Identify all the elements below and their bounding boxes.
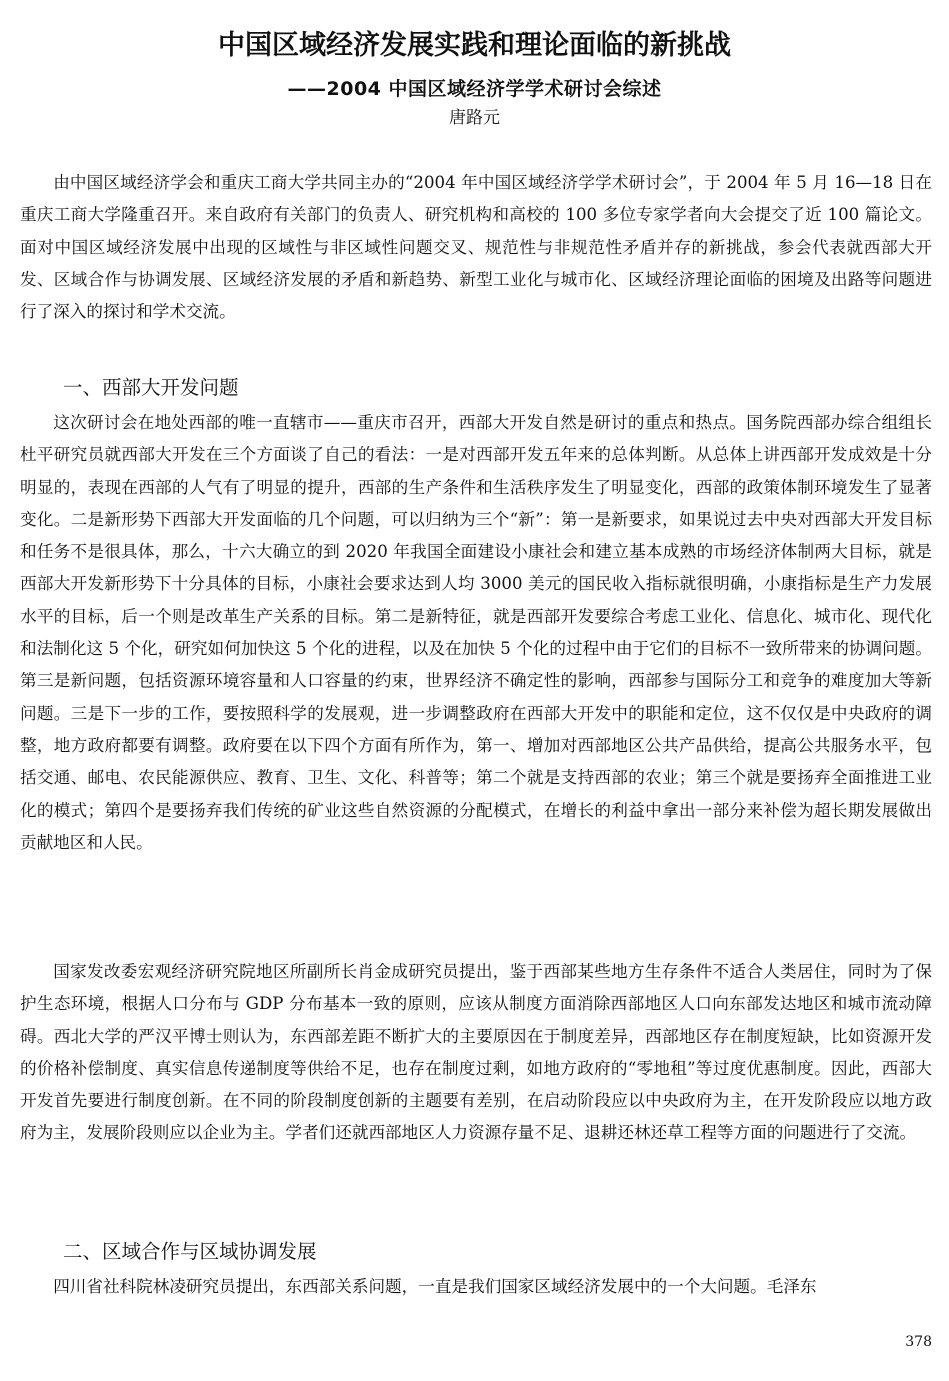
section-1-heading: 一、西部大开发问题 bbox=[63, 376, 239, 399]
intro-paragraph: 由中国区域经济学会和重庆工商大学共同主办的“2004 年中国区域经济学学术研讨会”，于 2004 年 5 月 16—18 日在重庆工商大学隆重召开。来自政府有关部门的负责人、研究机构和高校的 100 多位专家学者向大会提交了近 100 篇论文。面对中国区域经济发展中出现的区域性与非区域性问题交叉、规范性与非规范性矛盾并存的新挑战，参会代表就西部大开发、区域合作与协调发展、区域经济发展的矛盾和新趋势、新型工业化与城市化、区域经济理论面临的困境及出路等问题进行了深入的探讨和学术交流。 bbox=[20, 173, 932, 322]
article-subtitle: ——2004 中国区域经济学学术研讨会综述 bbox=[287, 78, 662, 100]
section-1-paragraph-1: 这次研讨会在地处西部的唯一直辖市——重庆市召开，西部大开发自然是研讨的重点和热点。国务院西部办综合组组长杜平研究员就西部大开发在三个方面谈了自己的看法：一是对西部开发五年来的总体判断。从总体上讲西部开发成效是十分明显的，表现在西部的人气有了明显的提升，西部的生产条件和生活秩序发生了明显变化，西部的政策体制环境发生了显著变化。二是新形势下西部大开发面临的几个问题，可以归纳为三个“新”：第一是新要求，如果说过去中央对西部大开发目标和任务不是很具体，那么，十六大确立的到 2020 年我国全面建设小康社会和建立基本成熟的市场经济体制两大目标，就是西部大开发新形势下十分具体的目标，小康社会要求达到人均 3000 美元的国民收入指标就很明确，小康指标是生产力发展水平的目标，后一个则是改革生产关系的目标。第二是新特征，就是西部开发要综合考虑工业化、信息化、城市化、现代化和法制化这 5 个化，研究如何加快这 5 个化的进程，以及在加快 5 个化的过程中由于它们的目标不一致所带来的协调问题。第三是新问题，包括资源环境容量和人口容量的约束，世界经济不确定性的影响，西部参与国际分工和竞争的难度加大等新问题。三是下一步的工作，要按照科学的发展观，进一步调整政府在西部大开发中的职能和定位，这不仅仅是中央政府的调整，地方政府都要有调整。政府要在以下四个方面有所作为，第一、增加对西部地区公共产品供给，提高公共服务水平，包括交通、邮电、农民能源供应、教育、卫生、文化、科普等；第二个就是支持西部的农业；第三个就是要扬弃全面推进工业化的模式；第四个是要扬弃我们传统的矿业这些自然资源的分配模式，在增长的利益中拿出一部分来补偿为超长期发展做出贡献地区和人民。 bbox=[20, 413, 932, 852]
article-author: 唐路元 bbox=[449, 108, 500, 128]
article-title: 中国区域经济发展实践和理论面临的新挑战 bbox=[218, 30, 731, 61]
section-2-heading: 二、区域合作与区域协调发展 bbox=[63, 1240, 317, 1263]
section-1-paragraph-2: 国家发改委宏观经济研究院地区所副所长肖金成研究员提出，鉴于西部某些地方生存条件不适合人类居住，同时为了保护生态环境，根据人口分布与 GDP 分布基本一致的原则，应该从制度方面消除西部地区人口向东部发达地区和城市流动障碍。西北大学的严汉平博士则认为，东西部差距不断扩大的主要原因在于制度差异，西部地区存在制度短缺，比如资源开发的价格补偿制度、真实信息传递制度等供给不足，也存在制度过剩，如地方政府的“零地租”等过度优惠制度。因此，西部大开发首先要进行制度创新。在不同的阶段制度创新的主题要有差别，在启动阶段应以中央政府为主，在开发阶段应以地方政府为主，发展阶段则应以企业为主。学者们还就西部地区人力资源存量不足、退耕还林还草工程等方面的问题进行了交流。 bbox=[20, 962, 932, 1143]
section-2-paragraph-1: 四川省社科院林凌研究员提出，东西部关系问题，一直是我们国家区域经济发展中的一个大问题。毛泽东 bbox=[53, 1277, 817, 1296]
page-number: 378 bbox=[905, 1334, 932, 1350]
